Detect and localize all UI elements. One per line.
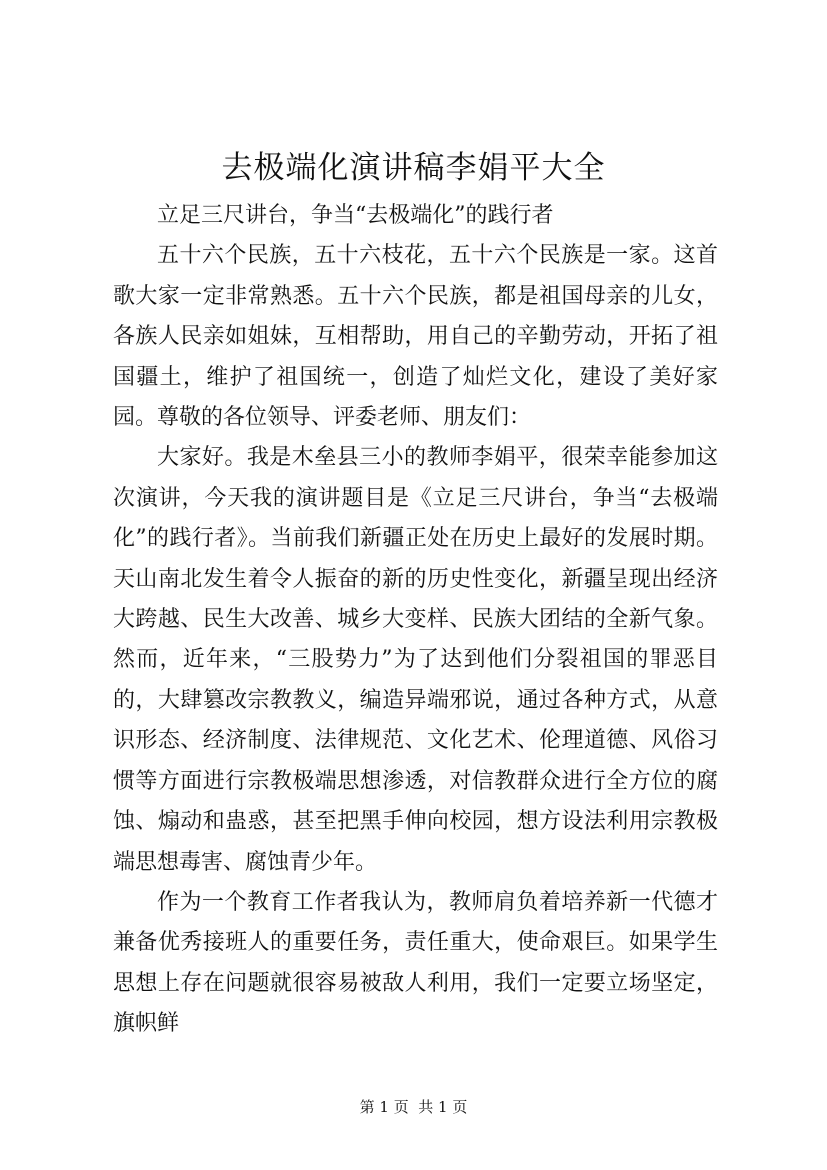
paragraph-1: 五十六个民族，五十六枝花，五十六个民族是一家。这首歌大家一定非常熟悉。五十六个民族，都是祖国母亲的儿女，各族人民亲如姐妹，互相帮助，用自己的辛勤劳动，开拓了祖国疆土，维护了祖国统一，创造了灿烂文化，建设了美好家园。尊敬的各位领导、评委老师、朋友们： xyxy=(113,243,718,431)
document-body xyxy=(113,196,718,1045)
document-title: 去极端化演讲稿李娟平大全 xyxy=(221,150,606,186)
document-subtitle: 立足三尺讲台，争当“去极端化”的践行者 xyxy=(157,203,554,228)
paragraph-2: 大家好。我是木垒县三小的教师李娟平，很荣幸能参加这次演讲，今天我的演讲题目是《立足三尺讲台，争当“去极端化”的践行者》。当前我们新疆正处在历史上最好的发展时期。天山南北发生着令人振奋的新的历史性变化，新疆呈现出经济大跨越、民生大改善、城乡大变样、民族大团结的全新气象。然而，近年来，“三股势力”为了达到他们分裂祖国的罪恶目的，大肆篡改宗教教义，编造异端邪说，通过各种方式，从意识形态、经济制度、法律规范、文化艺术、伦理道德、风俗习惯等方面进行宗教极端思想渗透，对信教群众进行全方位的腐蚀、煽动和蛊惑，甚至把黑手伸向校园，想方设法利用宗教极端思想毒害、腐蚀青少年。 xyxy=(113,445,718,875)
paragraph-3: 作为一个教育工作者我认为，教师肩负着培养新一代德才兼备优秀接班人的重要任务，责任重大，使命艰巨。如果学生思想上存在问题就很容易被敌人利用，我们一定要立场坚定，旗帜鲜 xyxy=(113,889,718,1037)
page-footer xyxy=(0,1096,827,1118)
page-number-label: 第 1 页 共 1 页 xyxy=(359,1098,468,1116)
